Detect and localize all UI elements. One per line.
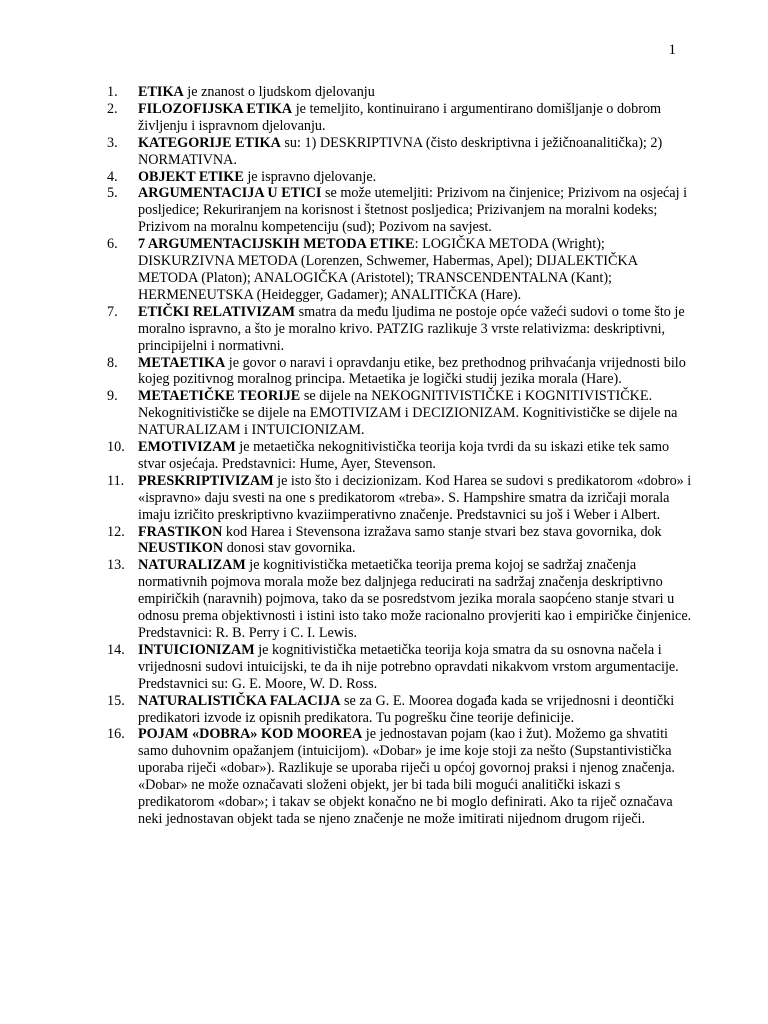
list-item-text: [138, 693, 697, 727]
list-item-number: 8.: [107, 354, 118, 371]
list-item: [107, 304, 697, 355]
definition-text: je ispravno djelovanje.: [243, 168, 377, 185]
page-number: 1: [668, 42, 676, 58]
term: FILOZOFIJSKA ETIKA: [138, 100, 293, 117]
term: METAETIKA: [138, 354, 226, 371]
list-item-text: [138, 642, 697, 693]
list-item: [107, 135, 697, 169]
list-item-text: [138, 135, 697, 169]
term: EMOTIVIZAM: [138, 439, 236, 456]
list-item-text: [138, 101, 697, 135]
definition-text: je kognitivistička metaetička teorija koja smatra da su osnovna načela i vrijednosni sudovi intuicijski, te da ih nije potrebno opravdati nikakvom vrstom argumentacije. Predstavnici su: G. E. Moore, W. D. Ross.: [138, 641, 679, 692]
list-item: [107, 236, 697, 304]
term: ARGUMENTACIJA U ETICI: [138, 185, 322, 202]
term: KATEGORIJE ETIKA: [138, 134, 281, 151]
list-item-number: 6.: [107, 236, 118, 253]
list-item-text: [138, 388, 697, 439]
definition-text: : LOGIČKA METODA (Wright); DISKURZIVNA METODA (Lorenzen, Schwemer, Habermas, Apel); DIJALEKTIČKA METODA (Platon); ANALOGIČKA (Aristotel); TRANSCENDENTALNA (Kant); HERMENEUTSKA (Heidegger, Gadamer); ANALITIČKA (Hare).: [138, 236, 638, 303]
term: POJAM «DOBRA» KOD MOOREA: [138, 726, 363, 743]
list-item: [107, 355, 697, 389]
list-item-number: 7.: [107, 303, 118, 320]
definition-text: je metaetička nekognitivistička teorija koja tvrdi da su iskazi etike tek samo stvar osjećaja. Predstavnici: Hume, Ayer, Stevenson.: [138, 439, 670, 472]
list-item-number: 9.: [107, 388, 118, 405]
term: 7 ARGUMENTACIJSKIH METODA ETIKE: [138, 236, 415, 253]
list-item: [107, 439, 697, 473]
term: NEUSTIKON: [138, 540, 224, 557]
definition-text: donosi stav govornika.: [223, 540, 356, 557]
term: ETIKA: [138, 84, 184, 100]
list-item-text: [138, 355, 697, 389]
list-item-number: 1.: [107, 84, 118, 100]
list-item-number: 13.: [107, 557, 125, 574]
list-item: [107, 524, 697, 558]
list-item-number: 5.: [107, 185, 118, 202]
list-item-text: [138, 439, 697, 473]
list-item-number: 16.: [107, 726, 125, 743]
list-item-text: [138, 236, 697, 304]
list-item: [107, 101, 697, 135]
list-item-number: 4.: [107, 168, 118, 185]
term: METAETIČKE TEORIJE: [138, 388, 301, 405]
list-item: [107, 473, 697, 524]
definition-text: je kognitivistička metaetička teorija prema kojoj se sadržaj značenja normativnih pojmova morala može bez daljnjega reducirati na sadržaj značenja deskriptivno empiričkih (naravnih) pojmova, tako da se posredstvom jezika morala saopćeno stanje stvari u odnosu prema objektivnosti i istini isto tako može racionalno provjeriti kao i empiričke činjenice. Predstavnici: R. B. Perry i C. I. Lewis.: [138, 557, 692, 641]
list-item-text: [138, 557, 697, 642]
definition-text: smatra da među ljudima ne postoje opće važeći sudovi o tome što je moralno ispravno, a što je moralno krivo. PATZIG razlikuje 3 vrste relativizma: deskriptivni, principijelni i normativni.: [138, 303, 685, 354]
definition-text: se dijele na NEKOGNITIVISTIČKE i KOGNITIVISTIČKE. Nekognitivističke se dijele na EMOTIVIZAM i DECIZIONIZAM. Kognitivističke se dijele na NATURALIZAM i INTUICIONIZAM.: [138, 388, 678, 439]
list-item: [107, 185, 697, 236]
list-item: [107, 557, 697, 642]
list-item-number: 12.: [107, 523, 125, 540]
list-item-text: [138, 524, 697, 558]
list-item-number: 3.: [107, 134, 118, 151]
list-item-text: [138, 84, 697, 101]
list-item-number: 2.: [107, 100, 118, 117]
term: FRASTIKON: [138, 523, 223, 540]
term: NATURALISTIČKA FALACIJA: [138, 692, 341, 709]
list-item: [107, 726, 697, 827]
list-item-number: 10.: [107, 439, 125, 456]
list-item-text: [138, 726, 697, 827]
term: NATURALIZAM: [138, 557, 246, 574]
definition-text: se za G. E. Moorea događa kada se vrijednosni i deontički predikatori izvode iz opisnih predikatora. Tu pogrešku čine teorije definicije.: [138, 692, 675, 726]
list-item-number: 11.: [107, 472, 125, 489]
numbered-list: [107, 84, 697, 828]
list-item-text: [138, 473, 697, 524]
term: INTUICIONIZAM: [138, 641, 255, 658]
term: PRESKRIPTIVIZAM: [138, 472, 274, 489]
list-item-number: 14.: [107, 641, 125, 658]
definition-text: kod Harea i Stevensona izražava samo stanje stvari bez stava govornika, dok: [222, 523, 662, 540]
definition-text: su: 1) DESKRIPTIVNA (čisto deskriptivna i ježičnoanalitička); 2) NORMATIVNA.: [138, 134, 663, 168]
term: ETIČKI RELATIVIZAM: [138, 303, 296, 320]
definition-text: je temeljito, kontinuirano i argumentirano domišljanje o dobrom življenju i ispravnom djelovanju.: [138, 100, 662, 134]
definition-text: se može utemeljiti: Prizivom na činjenice; Prizivom na osjećaj i posljedice; Rekuriranjem na korisnost i štetnost posljedica; Prizivanjem na moralni kodeks; Prizivom na moralnu kompetenciju (sud); Pozivom na savjest.: [138, 185, 688, 236]
list-item: [107, 693, 697, 727]
list-item: [107, 642, 697, 693]
definition-text: je jednostavan pojam (kao i žut). Možemo ga shvatiti samo duhovnim opažanjem (intuicijom). «Dobar» je ime koje stoji za nešto (Supstantivistička uporaba riječi «dobar»). Razlikuje se uporaba riječi u općoj govornoj praksi i njenog značenja. «Dobar» ne može označavati složeni objekt, jer bi tada bili mogući analitički iskazi s predikatorom «dobar»; i takav se objekt konačno ne bi moglo definirati. Ako ta riječ označava neki jednostavan objekt tada se njeno značenje ne može imitirati nijednom drugom riječi.: [138, 726, 675, 827]
list-item-number: 15.: [107, 692, 125, 709]
list-item: [107, 169, 697, 186]
list-item-text: [138, 185, 697, 236]
list-item: [107, 84, 697, 101]
list-item: [107, 388, 697, 439]
definition-text: je isto što i decizionizam. Kod Harea se sudovi s predikatorom «dobro» i «ispravno» daju svesti na one s predikatorom «treba». S. Hampshire smatra da izričaji morala imaju izričito preskriptivno kvaziimperativno značenje. Predstavnici su još i Weber i Albert.: [138, 472, 692, 523]
definition-text: je govor o naravi i opravdanju etike, bez prethodnog prihvaćanja vrijednosti bilo kojeg pozitivnog moralnog principa. Metaetika je logički studij jezika morala (Hare).: [138, 354, 686, 388]
definition-text: je znanost o ljudskom djelovanju: [183, 84, 375, 100]
list-item-text: [138, 169, 697, 186]
term: OBJEKT ETIKE: [138, 168, 244, 185]
list-item-text: [138, 304, 697, 355]
